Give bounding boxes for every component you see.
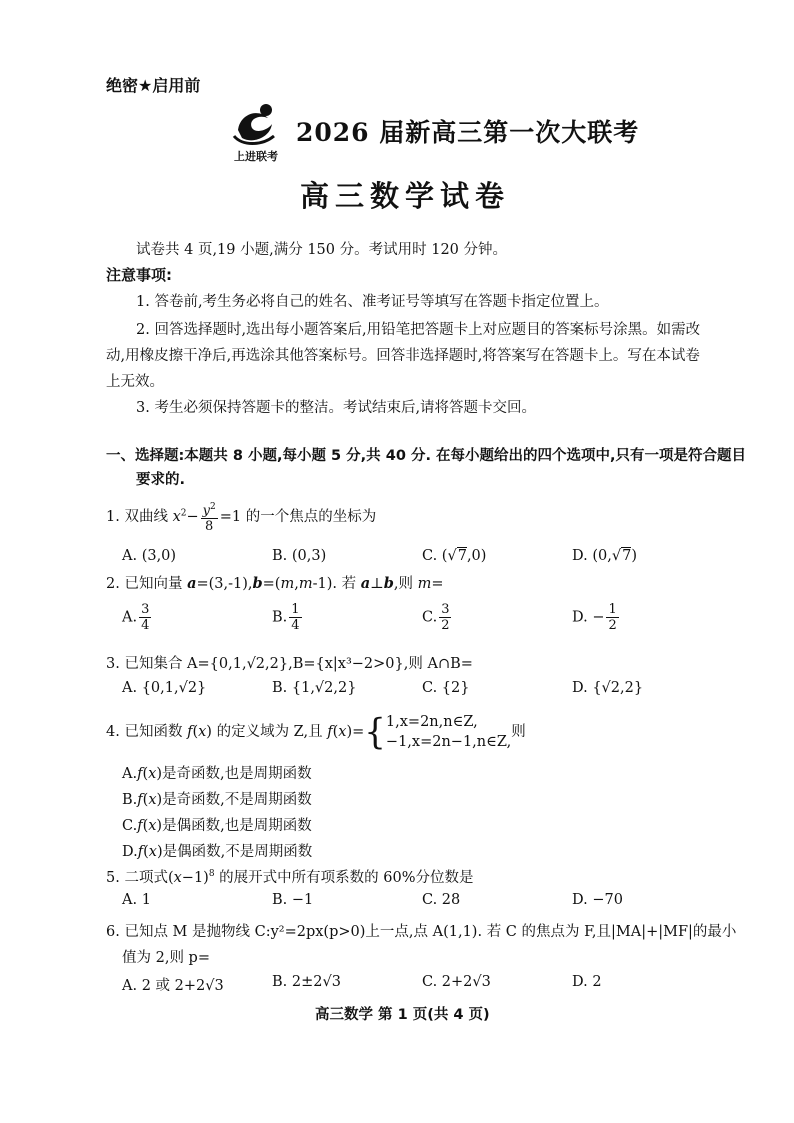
q1-prefix: 1. 双曲线 <box>106 509 173 526</box>
exam-summary: 试卷共 4 页,19 小题,满分 150 分。考试用时 120 分钟。 <box>136 242 508 258</box>
q5-option-b[interactable]: B. −1 <box>272 892 314 908</box>
notice-3: 3. 考生必须保持答题卡的整洁。考试结束后,请将答题卡交回。 <box>136 400 537 416</box>
notice-1: 1. 答卷前,考生务必将自己的姓名、准考证号等填写在答题卡指定位置上。 <box>136 294 609 310</box>
notice-title: 注意事项: <box>106 266 172 284</box>
page-footer: 高三数学 第 1 页(共 4 页) <box>315 1007 490 1023</box>
q4-piecewise: 1,x=2n,n∈Z, −1,x=2n−1,n∈Z, <box>385 714 512 750</box>
logo-swirl-icon <box>228 100 284 148</box>
q5-option-d[interactable]: D. −70 <box>572 892 623 908</box>
q1-option-c[interactable]: C. (√7,0) <box>422 548 487 564</box>
q2-option-a[interactable]: A. $\frac{3}{4}$ <box>122 602 150 633</box>
question-3: 3. 已知集合 A={0,1,√2,2},B={x|x³−2>0},则 A∩B= <box>106 656 473 672</box>
exam-logo <box>228 100 284 162</box>
q6-option-a[interactable]: A. 2 或 2+2√3 <box>122 978 224 994</box>
paper-title: 高三数学试卷 <box>300 179 511 213</box>
question-5: 5. 二项式$(x-1)^8$ 的展开式中所有项系数的 60%分位数是 <box>106 869 474 886</box>
section-heading-line2: 要求的. <box>136 472 186 488</box>
exam-title: 2026 届新高三第一次大联考 <box>296 118 640 147</box>
q4-option-c[interactable]: C.f(x)是偶函数,也是周期函数 <box>122 818 312 834</box>
logo-text: 上进联考 <box>234 150 278 163</box>
question-6-line1: 6. 已知点 M 是抛物线 C:y²=2px(p>0)上一点,点 A(1,1). 若 C 的焦点为 F,且|MA|+|MF|的最小 <box>106 924 737 940</box>
q6-option-b[interactable]: B. 2±2√3 <box>272 974 341 990</box>
q3-option-a[interactable]: A. {0,1,√2} <box>122 680 207 696</box>
question-6-line2: 值为 2,则 p= <box>122 950 210 966</box>
q5-option-a[interactable]: A. 1 <box>122 892 151 908</box>
question-4: 4. 已知函数 f(x) 的定义域为 Z,且 f(x)={ 1,x=2n,n∈Z, −1,x=2n−1,n∈Z, 则 <box>106 711 526 753</box>
q1-option-d[interactable]: D. (0,√7) <box>572 548 637 564</box>
q3-option-b[interactable]: B. {1,√2,2} <box>272 680 357 696</box>
q1-suffix: =1 的一个焦点的坐标为 <box>219 509 377 526</box>
q1-fraction: $\frac{y^2}{8}$ <box>202 502 216 535</box>
section-heading: 一、选择题:本题共 8 小题,每小题 5 分,共 40 分. 在每小题给出的四个选项中,只有一项是符合题目 <box>106 448 747 464</box>
q2-option-b[interactable]: B. $\frac{1}{4}$ <box>272 602 300 633</box>
question-1: 1. 双曲线 $x^2-$ $\frac{y^2}{8}$ =1 的一个焦点的坐标为 <box>106 502 377 535</box>
notice-2-line3: 上无效。 <box>106 374 164 390</box>
q2-option-d[interactable]: D. − $\frac{1}{2}$ <box>572 602 617 633</box>
q4-option-d[interactable]: D.f(x)是偶函数,不是周期函数 <box>122 844 313 860</box>
notice-2-line1: 2. 回答选择题时,选出每小题答案后,用铅笔把答题卡上对应题目的答案标号涂黑。如需改 <box>136 322 701 338</box>
q6-option-c[interactable]: C. 2+2√3 <box>422 974 491 990</box>
q4-option-b[interactable]: B.f(x)是奇函数,不是周期函数 <box>122 792 312 808</box>
confidential-label: 绝密★启用前 <box>106 76 201 95</box>
q1-option-a[interactable]: A. (3,0) <box>122 548 177 564</box>
q3-option-c[interactable]: C. {2} <box>422 680 470 696</box>
q1-option-b[interactable]: B. (0,3) <box>272 548 327 564</box>
notice-2-line2: 动,用橡皮擦干净后,再选涂其他答案标号。回答非选择题时,将答案写在答题卡上。写在本试卷 <box>106 348 700 364</box>
q3-option-d[interactable]: D. {√2,2} <box>572 680 644 696</box>
q2-option-c[interactable]: C. $\frac{3}{2}$ <box>422 602 450 633</box>
q4-option-a[interactable]: A.f(x)是奇函数,也是周期函数 <box>122 766 312 782</box>
q5-option-c[interactable]: C. 28 <box>422 892 461 908</box>
question-2: 2. 已知向量 a=(3,-1),b=(m,m-1). 若 a⊥b,则 m= <box>106 575 444 592</box>
q6-option-d[interactable]: D. 2 <box>572 974 602 990</box>
